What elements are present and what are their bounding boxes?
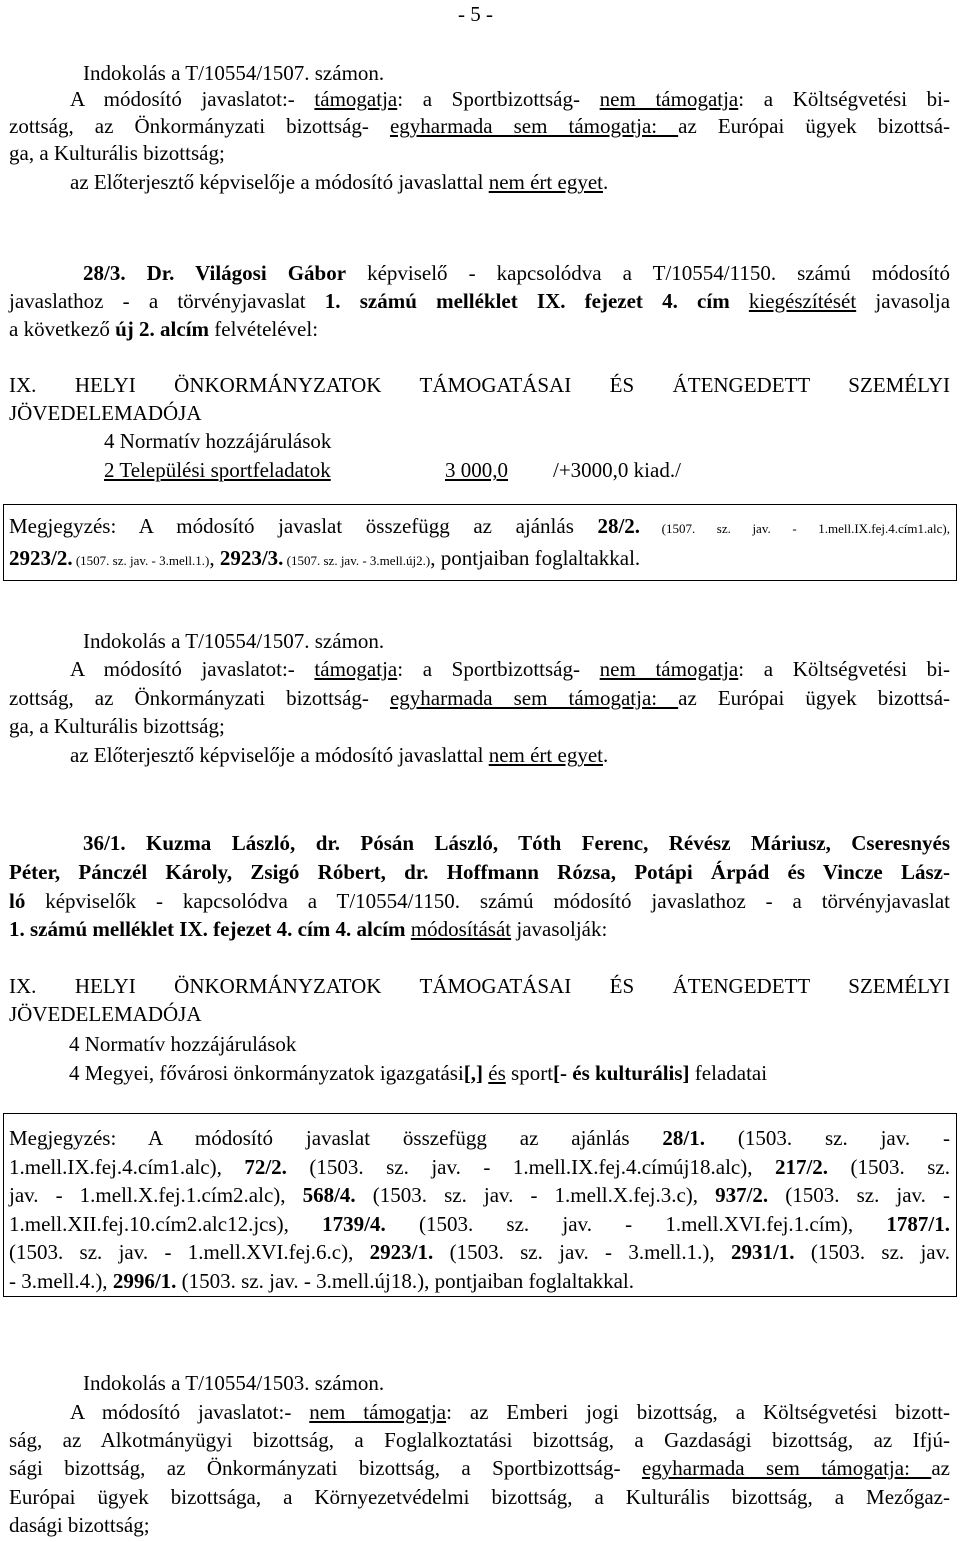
amendment-number: 28/3. Dr. Világosi Gábor: [83, 261, 347, 285]
text-span: A módosító javaslatot:-: [70, 657, 315, 681]
bold-ref: 28/2.: [597, 514, 641, 538]
row-label: 2 Települési sportfeladatok: [104, 458, 331, 482]
chapter-heading: IX. HELYI ÖNKORMÁNYZATOK TÁMOGATÁSAI ÉS ÁTENGEDETT SZEMÉLYI: [9, 974, 950, 998]
text-span: képviselők - kapcsolódva a T/10554/1150. számú módosító javaslathoz - a törvényjavaslat: [25, 889, 950, 913]
row-label: [69, 1059, 767, 1087]
text-span: képviselő - kapcsolódva a T/10554/1150. számú módosító: [346, 261, 950, 285]
small-ref: (1507. sz. jav. - 1.mell.IX.fej.4.cím1.alc),: [640, 521, 950, 536]
text-span: (1503. sz. jav. -: [705, 1126, 950, 1150]
justification-title: Indokolás a T/10554/1507. számon.: [83, 61, 385, 85]
text-span: .: [602, 170, 609, 194]
text-span: (1503. sz. jav. - 1.mell.X.fej.3.c),: [355, 1183, 716, 1207]
text-span: az Előterjesztő képviselője a módosító javaslattal: [70, 170, 489, 194]
text-span: A módosító javaslatot:-: [70, 1400, 310, 1424]
text-span: feladatai: [689, 1061, 768, 1085]
bold-ref: 28/1.: [662, 1126, 706, 1150]
underlined-text: kiegészítését: [748, 289, 857, 313]
row-value: 3 000,0: [445, 458, 508, 482]
bold-ref: 1. számú melléklet IX. fejezet 4. cím 4. alcím: [9, 917, 406, 941]
justification-line: ga, a Kulturális bizottság;: [9, 141, 225, 165]
text-span: zottság, az Önkormányzati bizottság-: [9, 114, 390, 138]
text-span: Megjegyzés: A módosító javaslat összefügg az ajánlás: [9, 1126, 663, 1150]
note-line: [9, 1267, 634, 1295]
justification-line: ga, a Kulturális bizottság;: [9, 714, 225, 738]
third-support-text: egyharmada sem támogatja:: [389, 114, 679, 138]
bold-ref: 2923/3.: [219, 546, 284, 570]
third-support-text: egyharmada sem támogatja:: [389, 686, 679, 710]
text-span: .: [602, 743, 609, 767]
bold-ref: 217/2.: [774, 1155, 829, 1179]
bold-ref: 568/4.: [302, 1183, 356, 1207]
bold-ref: 2996/1.: [112, 1269, 177, 1293]
note-line: [9, 1210, 950, 1238]
support-text: támogatja: [314, 87, 398, 111]
bold-ref: ló: [9, 889, 26, 913]
amendment-line: 36/1. Kuzma László, dr. Pósán László, Tóth Ferenc, Révész Máriusz, Cseresnyés: [83, 831, 950, 855]
bold-ref: 1. számú melléklet IX. fejezet 4. cím: [324, 289, 730, 313]
justification-line: [9, 684, 950, 712]
text-span: (1503. sz. jav. - 1.mell.XVI.fej.1.cím),: [385, 1212, 887, 1236]
text-span: az Előterjesztő képviselője a módosító javaslattal: [70, 743, 489, 767]
text-span: zottság, az Önkormányzati bizottság-: [9, 686, 390, 710]
sub-heading: 4 Normatív hozzájárulások: [69, 1032, 297, 1056]
note-line: [9, 512, 950, 543]
text-span: javasolja: [856, 289, 951, 313]
text-span: , pontjaiban foglaltakkal.: [430, 546, 641, 570]
bold-ref: 1739/4.: [322, 1212, 386, 1236]
text-span: : a Sportbizottság-: [397, 657, 600, 681]
justification-line: [9, 112, 950, 140]
disagree-text: nem ért egyet: [488, 743, 603, 767]
note-line: [9, 544, 640, 575]
bold-ref: 2923/2.: [9, 546, 73, 570]
justification-line: [70, 85, 950, 113]
text-span: 4 Megyei, fővárosi önkormányzatok igazgatási: [69, 1061, 464, 1085]
amendment-line: [9, 287, 950, 315]
justification-line: [70, 741, 608, 769]
justification-line: [70, 1398, 950, 1426]
text-span: Megjegyzés: A módosító javaslat összefügg az ajánlás: [9, 514, 598, 538]
chapter-heading: IX. HELYI ÖNKORMÁNYZATOK TÁMOGATÁSAI ÉS ÁTENGEDETT SZEMÉLYI: [9, 373, 950, 397]
amendment-line: [9, 887, 950, 915]
text-span: (1503. sz. jav. - 3.mell.új18.), pontjaiban foglaltakkal.: [176, 1269, 635, 1293]
text-span: (1503. sz.: [828, 1155, 950, 1179]
justification-title: Indokolás a T/10554/1503. számon.: [83, 1371, 385, 1395]
bold-ref: 2931/1.: [730, 1240, 795, 1264]
nonsupport-text: nem támogatja: [599, 657, 739, 681]
text-span: (1503. sz. jav.: [794, 1240, 950, 1264]
sub-heading: 4 Normatív hozzájárulások: [104, 429, 332, 453]
nonsupport-text: nem támogatja: [309, 1400, 447, 1424]
bold-ref: új 2. alcím: [115, 317, 210, 341]
third-support-text: egyharmada sem támogatja:: [641, 1456, 932, 1480]
note-line: [9, 1124, 950, 1152]
bold-ref: 72/2.: [244, 1155, 287, 1179]
text-span: a következő: [9, 317, 116, 341]
row-change: /+3000,0 kiad./: [553, 458, 681, 482]
text-span: : a Költségvetési bi-: [738, 87, 950, 111]
justification-line: [70, 655, 950, 683]
amendment-line: Péter, Pánczél Károly, Zsigó Róbert, dr. Hoffmann Rózsa, Potápi Árpád és Vincze Lász-: [9, 860, 950, 884]
text-span: : a Költségvetési bi-: [738, 657, 950, 681]
text-span: felvételével:: [209, 317, 319, 341]
disagree-text: nem ért egyet: [488, 170, 603, 194]
text-span: A módosító javaslatot:-: [70, 87, 315, 111]
text-span: : a Sportbizottság-: [397, 87, 600, 111]
bold-ref: 2923/1.: [369, 1240, 434, 1264]
text-span: sági bizottság, az Önkormányzati bizottság, a Sportbizottság-: [9, 1456, 642, 1480]
text-span: az: [931, 1456, 950, 1480]
text-span: sport: [505, 1061, 554, 1085]
chapter-heading-cont: JÖVEDELEMADÓJA: [9, 1002, 202, 1026]
text-span: jav. - 1.mell.X.fej.1.cím2.alc),: [9, 1183, 303, 1207]
page-number: - 5 -: [458, 2, 493, 26]
justification-title: Indokolás a T/10554/1507. számon.: [83, 629, 385, 653]
bold-ref: 1787/1.: [886, 1212, 950, 1236]
text-span: 1.mell.IX.fej.4.cím1.alc),: [9, 1155, 245, 1179]
underlined-text: módosítását: [410, 917, 512, 941]
amendment-line: [83, 259, 950, 287]
bold-ref: 937/2.: [715, 1183, 769, 1207]
justification-line: ság, az Alkotmányügyi bizottság, a Foglalkoztatási bizottság, a Gazdasági bizottság, az Ifjú-: [9, 1428, 950, 1452]
amendment-line: [9, 915, 607, 943]
small-ref: (1507. sz. jav. - 3.mell.új2.): [283, 553, 431, 568]
text-span: az Európai ügyek bizottsá-: [678, 114, 951, 138]
note-line: [9, 1238, 950, 1266]
text-span: javasolják:: [511, 917, 608, 941]
text-span: javaslathoz - a törvényjavaslat: [9, 289, 325, 313]
text-span: 1.mell.XII.fej.10.cím2.alc12.jcs),: [9, 1212, 323, 1236]
text-span: az Európai ügyek bizottsá-: [678, 686, 951, 710]
text-span: (1503. sz. jav. - 1.mell.XVI.fej.6.c),: [9, 1240, 370, 1264]
text-span: (1503. sz. jav. -: [768, 1183, 950, 1207]
deleted-text: [,]: [463, 1061, 484, 1085]
inserted-text: és: [488, 1061, 506, 1085]
nonsupport-text: nem támogatja: [599, 87, 739, 111]
small-ref: (1507. sz. jav. - 3.mell.1.): [72, 553, 210, 568]
text-span: ,: [209, 546, 220, 570]
deleted-text: [- és kulturális]: [553, 1061, 690, 1085]
chapter-heading-cont: JÖVEDELEMADÓJA: [9, 401, 202, 425]
text-span: : az Emberi jogi bizottság, a Költségvetési bizott-: [446, 1400, 950, 1424]
justification-line: [9, 1454, 950, 1482]
text-span: - 3.mell.4.),: [9, 1269, 113, 1293]
justification-line: dasági bizottság;: [9, 1513, 150, 1537]
note-line: [9, 1181, 950, 1209]
justification-line: [70, 168, 608, 196]
text-span: (1503. sz. jav. - 3.mell.1.),: [433, 1240, 731, 1264]
justification-line: Európai ügyek bizottsága, a Környezetvédelmi bizottság, a Kulturális bizottság, a Mezőgaz-: [9, 1485, 950, 1509]
amendment-line: [9, 315, 318, 343]
text-span: (1503. sz. jav. - 1.mell.IX.fej.4.címúj18.alc),: [286, 1155, 775, 1179]
note-line: [9, 1153, 950, 1181]
support-text: támogatja: [314, 657, 398, 681]
